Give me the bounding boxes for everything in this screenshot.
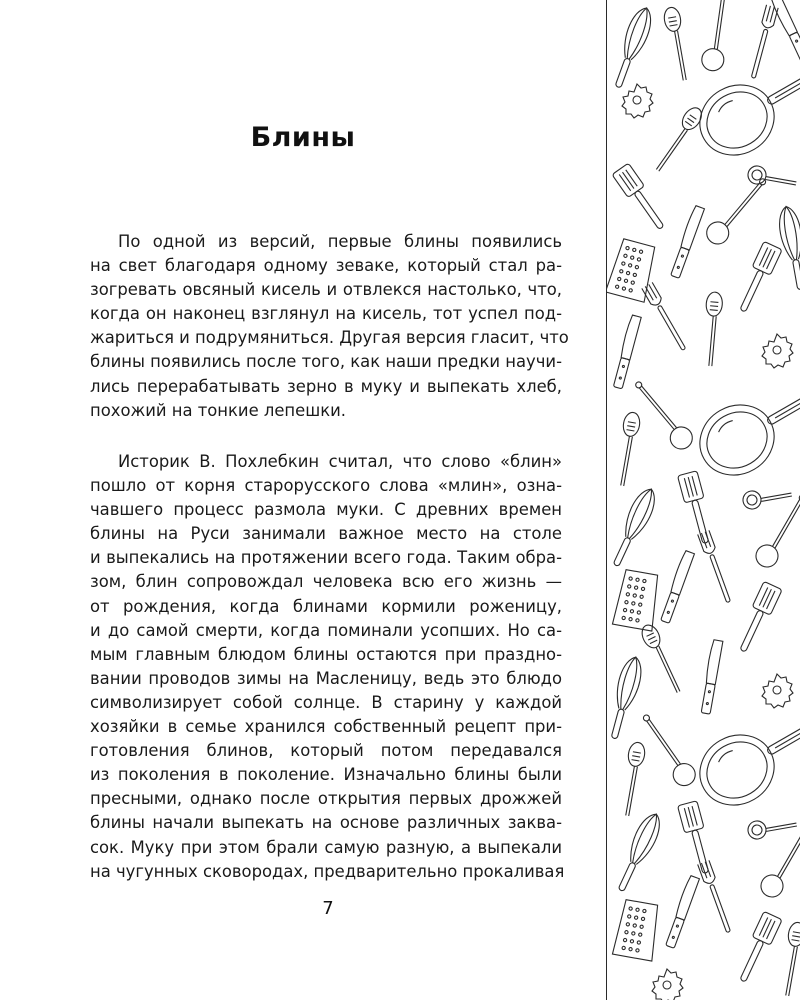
knife-icon [700, 639, 723, 714]
fork-icon [698, 530, 735, 604]
text-line: блины на Руси занимали важное место на столе [90, 524, 562, 544]
text-line: жариться и подрумяниться. Другая версия гласит, что [90, 328, 569, 348]
knife-icon [669, 205, 704, 278]
ladle-icon [757, 819, 800, 901]
text-line: блины появились после того, как наши предки научи- [90, 352, 562, 372]
text-line: хозяйки в семье хранился собственный рецепт при- [90, 717, 562, 737]
fork-icon [698, 860, 735, 934]
pastry-wheel-icon [762, 674, 793, 708]
measuring-spoon-icon [747, 165, 798, 191]
whisk-icon [612, 810, 666, 895]
text-line: готовления блинов, который потом передавался [90, 741, 562, 761]
text-line: когда он наконец взглянул на кисель, тот успел под- [90, 304, 562, 324]
spatula-icon [734, 241, 783, 315]
page-title: Блины [250, 122, 356, 153]
whisk-icon [608, 5, 656, 91]
whisk-icon [776, 205, 800, 291]
grater-icon [612, 569, 661, 631]
text-line: лись перерабатывать зерно в муку и выпекать хлеб, [90, 376, 562, 396]
text-line: блины начали выпекать на основе различных заква- [90, 813, 562, 833]
grater-icon [612, 899, 661, 961]
measuring-spoon-icon [742, 484, 793, 510]
spoon-icon [639, 622, 685, 696]
knife-icon [664, 875, 699, 948]
spoon-icon [618, 741, 647, 817]
text-line: чавшего процесс размола муки. С древних времен [90, 500, 562, 520]
knife-icon [612, 315, 641, 389]
frying-pan-icon [687, 368, 800, 489]
spatula-icon [678, 801, 716, 876]
pastry-wheel-icon [762, 334, 793, 368]
text-line: похожий на тонкие лепешки. [90, 400, 346, 420]
paragraph-1 [90, 230, 569, 423]
spoon-icon [613, 411, 642, 487]
text-line: сок. Муку при этом брали самую разную, а выпекали [90, 837, 562, 857]
pastry-wheel-icon [622, 84, 653, 118]
text-line: из поколения в поколение. Изначально блины были [90, 765, 562, 785]
text-line: символизирует собой солнце. В старину у каждой [90, 692, 562, 712]
fork-icon [642, 282, 689, 352]
knife-icon [659, 550, 694, 623]
spatula-icon [612, 163, 670, 233]
ladle-icon [700, 0, 733, 72]
text-line: мым главным блюдом блины остаются при праздно- [90, 644, 562, 664]
grater-icon [607, 238, 659, 302]
spatula-icon [734, 911, 783, 985]
text-line: на свет благодаря одному зеваке, который стал ра- [90, 256, 562, 276]
utensils-pattern [607, 0, 800, 1000]
spoon-icon [701, 291, 723, 366]
text-line: вании проводов зимы на Масленицу, ведь это блюдо [90, 668, 562, 688]
text-line: зогревать овсяный кисель и отвлекся настолько, что, [90, 280, 562, 300]
text-line: от рождения, когда блинами кормили роженицу, [90, 596, 562, 616]
text-line: и до самой смерти, когда поминали усопших. Но са- [90, 620, 562, 640]
ladle-icon [752, 489, 800, 571]
frying-pan-icon [687, 698, 800, 819]
text-line: пресными, однако после открытия первых дрожжей [90, 789, 562, 809]
page-number: 7 [322, 898, 334, 919]
text-line: и выпекались на протяжении всего года. Таким обра- [90, 548, 562, 568]
text-line: зом, блин сопровождал человека всю его жизнь — [90, 572, 562, 592]
text-line: По одной из версий, первые блины появились [118, 232, 562, 251]
spoon-icon [663, 6, 692, 82]
pastry-wheel-icon [652, 969, 683, 1000]
spoon-icon [650, 104, 706, 174]
kitchen-utensils-decor [606, 0, 800, 1000]
spoon-icon [778, 921, 800, 997]
text-line: пошло от корня старорусского слова «млин», озна- [90, 476, 562, 496]
fork-icon [747, 5, 778, 80]
spatula-icon [734, 581, 783, 655]
text-line: Историк В. Похлебкин считал, что слово «блин» [118, 452, 562, 471]
whisk-icon [607, 655, 646, 741]
paragraph-2 [90, 450, 565, 884]
spatula-icon [678, 471, 716, 546]
whisk-icon [607, 485, 661, 570]
text-line: на чугунных сковородах, предварительно прокаливая [90, 861, 565, 881]
measuring-spoon-icon [747, 814, 798, 840]
